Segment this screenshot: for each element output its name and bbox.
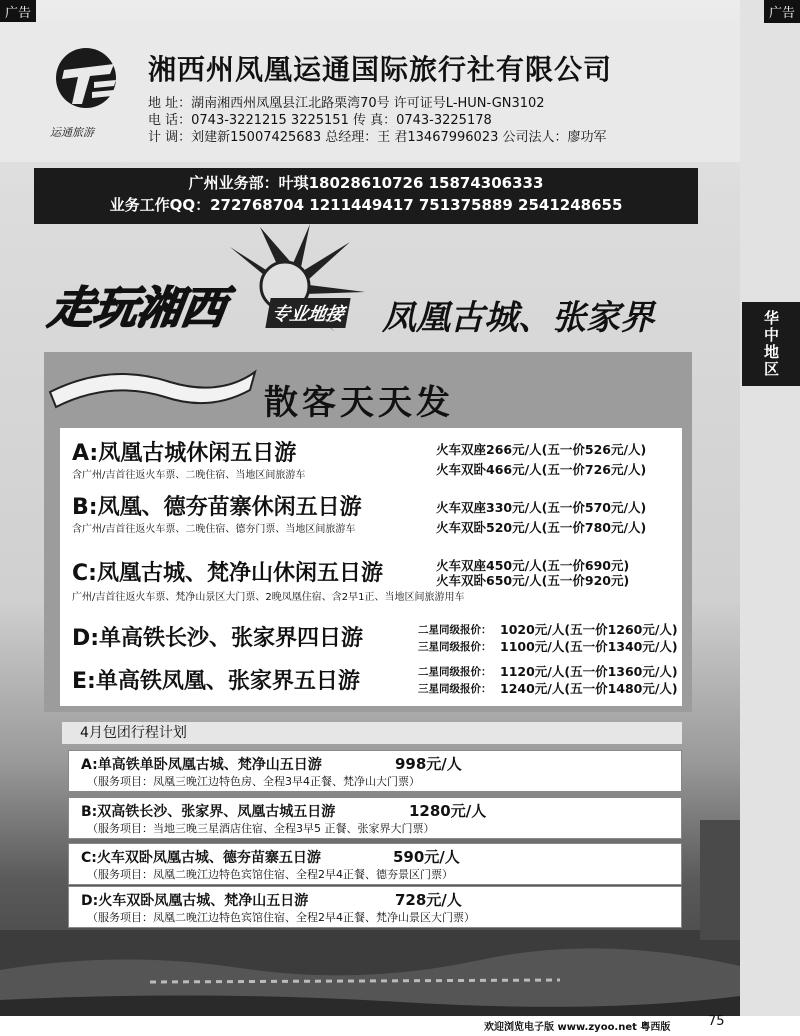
- headline-main: 走玩湘西: [45, 283, 229, 334]
- logo-text: 运通旅游: [50, 126, 94, 139]
- company-contact: 计 调：刘建新15007425683 总经理：王 君13467996023 公司法人：廖功军: [148, 130, 607, 145]
- tour-a-title: A:凤凰古城休闲五日游: [72, 441, 297, 466]
- plan-d-sub: （服务项目：凤凰二晚江边特色宾馆住宿、全程2早4正餐、梵净山景区大门票）: [87, 911, 475, 924]
- tour-c-title: C:凤凰古城、梵净山休闲五日游: [72, 561, 383, 586]
- plan-d-price: 728元/人: [395, 891, 462, 909]
- company-phone: 电 话：0743-3221215 3225151 传 真：0743-3225178: [148, 113, 492, 128]
- plan-d-title: D:火车双卧凤凰古城、梵净山五日游: [81, 893, 309, 909]
- tour-c-price-2: 火车双卧650元/人(五一价920元): [436, 573, 630, 588]
- headline-sub: 散客天天发: [264, 383, 454, 423]
- company-name: 湘西州凤凰运通国际旅行社有限公司: [148, 53, 613, 86]
- plan-a-price: 998元/人: [395, 755, 462, 773]
- tour-d-label-1: 二星同级报价：: [418, 624, 492, 636]
- banner-line-2: 业务工作QQ：272768704 1211449417 751375889 2541248655: [109, 196, 623, 214]
- plan-item-b: [68, 797, 682, 839]
- plan-c-title: C:火车双卧凤凰古城、德夯苗寨五日游: [81, 850, 321, 866]
- tour-e-price-2: 1240元/人(五一价1480元/人): [500, 681, 678, 696]
- plan-b-sub: （服务项目：当地三晚三星酒店住宿、全程3早5 正餐、张家界大门票）: [87, 822, 435, 835]
- ad-tag-right: 广告: [764, 0, 800, 23]
- plan-b-title: B:双高铁长沙、张家界、凤凰古城五日游: [81, 804, 336, 820]
- headline-right: 凤凰古城、张家界: [382, 298, 654, 338]
- scenery-photo: [0, 930, 740, 1016]
- logo-icon: [44, 42, 134, 132]
- tour-d-title: D:单高铁长沙、张家界四日游: [72, 626, 364, 651]
- plan-a-sub: （服务项目：凤凰三晚江边特色房、全程3早4正餐、梵净山大门票）: [87, 775, 420, 788]
- tour-a-price-1: 火车双座266元/人(五一价526元/人): [436, 442, 647, 457]
- tour-b-price-2: 火车双卧520元/人(五一价780元/人): [436, 520, 647, 535]
- plan-a-title: A:单高铁单卧凤凰古城、梵净山五日游: [81, 757, 322, 773]
- footer-text: 欢迎浏览电子版 www.zyoo.net 粤西版: [484, 1022, 671, 1033]
- tour-e-title: E:单高铁凤凰、张家界五日游: [72, 669, 360, 694]
- ad-tag-left: 广告: [0, 0, 36, 23]
- page-number: 75: [708, 1014, 725, 1029]
- footer-bar: [0, 1016, 800, 1036]
- landscape-icon: [0, 930, 740, 1016]
- tour-e-label-2: 三星同级报价：: [418, 683, 492, 695]
- banner-line-1: 广州业务部：叶琪18028610726 15874306333: [188, 174, 544, 192]
- contact-banner: [34, 168, 698, 224]
- plan-c-price: 590元/人: [393, 848, 460, 866]
- tour-a-price-2: 火车双卧466元/人(五一价726元/人): [436, 462, 647, 477]
- plan-c-sub: （服务项目：凤凰二晚江边特色宾馆住宿、全程2早4正餐、德夯景区门票）: [87, 868, 453, 881]
- company-address: 地 址：湖南湘西州凤凰县江北路栗湾70号 许可证号L-HUN-GN3102: [148, 96, 545, 111]
- plan-b-price: 1280元/人: [409, 802, 487, 820]
- tour-d-price-1: 1020元/人(五一价1260元/人): [500, 622, 678, 637]
- tour-b-sub: 含广州/吉首往返火车票、二晚住宿、德夯门票、当地区间旅游车: [72, 524, 356, 535]
- headline-mid: 专业地接: [265, 298, 350, 328]
- tour-d-price-2: 1100元/人(五一价1340元/人): [500, 639, 678, 654]
- tour-e-price-1: 1120元/人(五一价1360元/人): [500, 664, 678, 679]
- tour-a-sub: 含广州/吉首往返火车票、二晚住宿、当地区间旅游车: [72, 470, 306, 481]
- tour-d-label-2: 三星同级报价：: [418, 641, 492, 653]
- tour-b-title: B:凤凰、德夯苗寨休闲五日游: [72, 495, 362, 520]
- plan-item-a: [68, 750, 682, 792]
- ribbon-decoration: [40, 352, 260, 412]
- company-logo: [44, 42, 134, 132]
- tour-b-price-1: 火车双座330元/人(五一价570元/人): [436, 500, 647, 515]
- plan-header-label: 4月包团行程计划: [80, 725, 187, 741]
- plan-item-c: [68, 843, 682, 885]
- plan-item-d: [68, 886, 682, 928]
- tour-e-label-1: 二星同级报价：: [418, 666, 492, 678]
- building-photo: [700, 820, 740, 940]
- tours-panel: [60, 428, 682, 706]
- plan-header: [62, 722, 682, 744]
- region-tab: 华中地区: [742, 302, 800, 386]
- ribbon-icon: [40, 352, 260, 412]
- tour-c-sub: 广州/吉首往返火车票、梵净山景区大门票、2晚凤凰住宿、含2早1正、当地区间旅游用车: [72, 592, 465, 603]
- tour-c-price-1: 火车双座450元/人(五一价690元): [436, 558, 630, 573]
